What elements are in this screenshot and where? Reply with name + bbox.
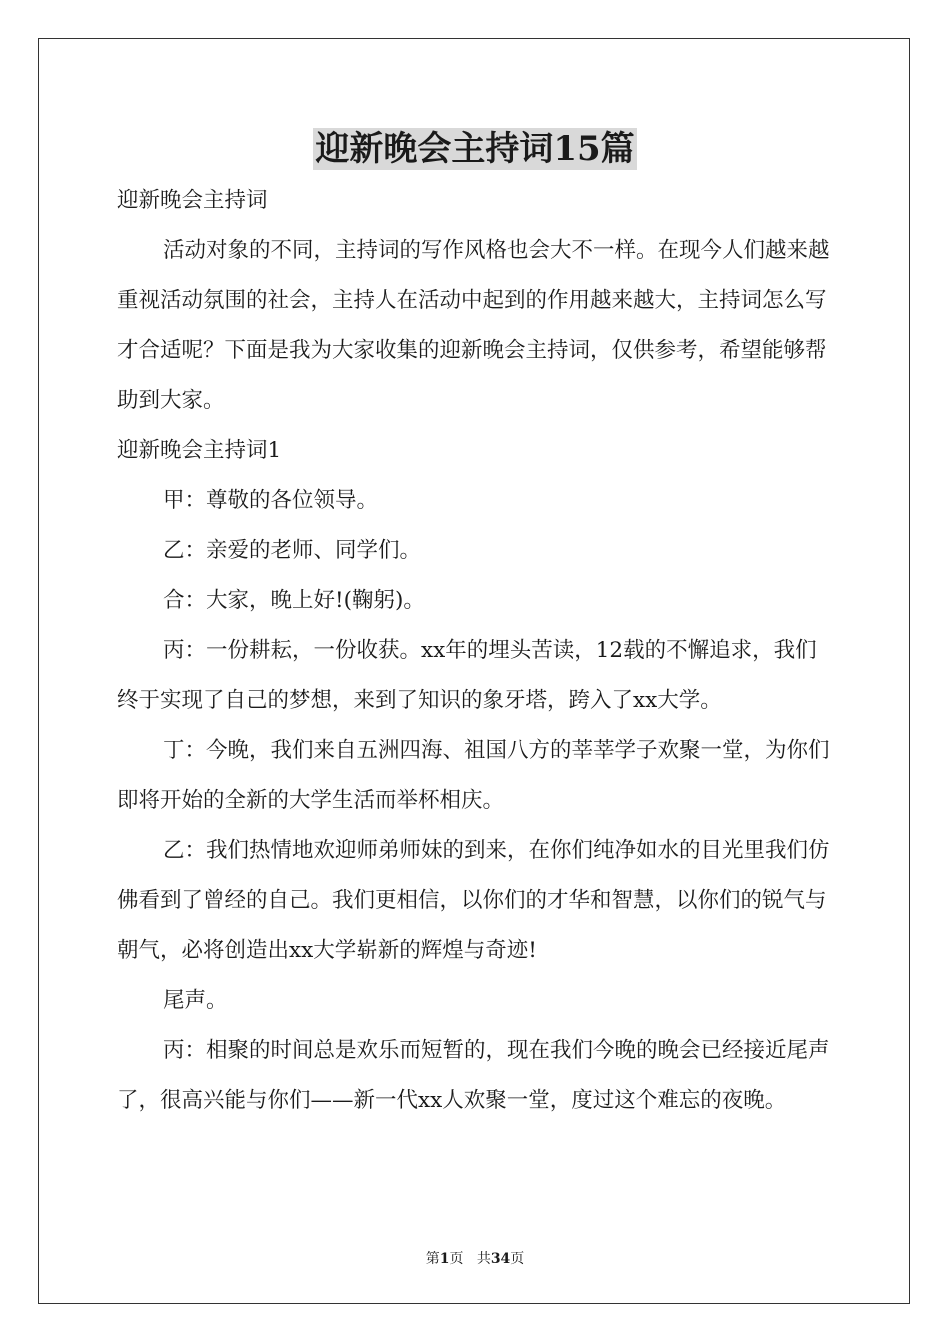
page-footer <box>0 1248 950 1268</box>
intro-paragraph: 活动对象的不同，主持词的写作风格也会大不一样。在现今人们越来越重视活动氛围的社会，主持人在活动中起到的作用越来越大，主持词怎么写才合适呢？下面是我为大家收集的迎新晚会主持词，仅供参考，希望能够帮助到大家。 <box>117 238 830 413</box>
total-suffix: 页 <box>510 1251 525 1267</box>
dialogue-line: 甲：尊敬的各位领导。 <box>163 488 379 513</box>
dialogue-line: 合：大家，晚上好!(鞠躬)。 <box>163 588 425 613</box>
total-prefix: 共 <box>476 1251 491 1267</box>
dialogue-line: 尾声。 <box>163 988 228 1013</box>
page-prefix: 第 <box>425 1251 440 1267</box>
page-number: 1 <box>439 1251 450 1267</box>
page-suffix: 页 <box>449 1251 464 1267</box>
title-container <box>0 128 950 170</box>
document-title: 迎新晚会主持词15篇 <box>315 129 635 169</box>
document-body <box>117 176 837 1126</box>
section-heading: 迎新晚会主持词1 <box>117 438 282 463</box>
dialogue-line: 丁：今晚，我们来自五洲四海、祖国八方的莘莘学子欢聚一堂，为你们即将开始的全新的大学生活而举杯相庆。 <box>117 738 830 813</box>
dialogue-line: 乙：亲爱的老师、同学们。 <box>163 538 422 563</box>
section-heading: 迎新晚会主持词 <box>117 188 268 213</box>
dialogue-line: 乙：我们热情地欢迎师弟师妹的到来，在你们纯净如水的目光里我们仿佛看到了曾经的自己。我们更相信，以你们的才华和智慧，以你们的锐气与朝气，必将创造出xx大学崭新的辉煌与奇迹! <box>117 838 830 963</box>
dialogue-line: 丙：相聚的时间总是欢乐而短暂的，现在我们今晚的晚会已经接近尾声了，很高兴能与你们——新一代xx人欢聚一堂，度过这个难忘的夜晚。 <box>117 1038 830 1113</box>
dialogue-line: 丙：一份耕耘，一份收获。xx年的埋头苦读，12载的不懈追求，我们终于实现了自己的梦想，来到了知识的象牙塔，跨入了xx大学。 <box>117 638 817 713</box>
total-pages: 34 <box>490 1251 511 1267</box>
